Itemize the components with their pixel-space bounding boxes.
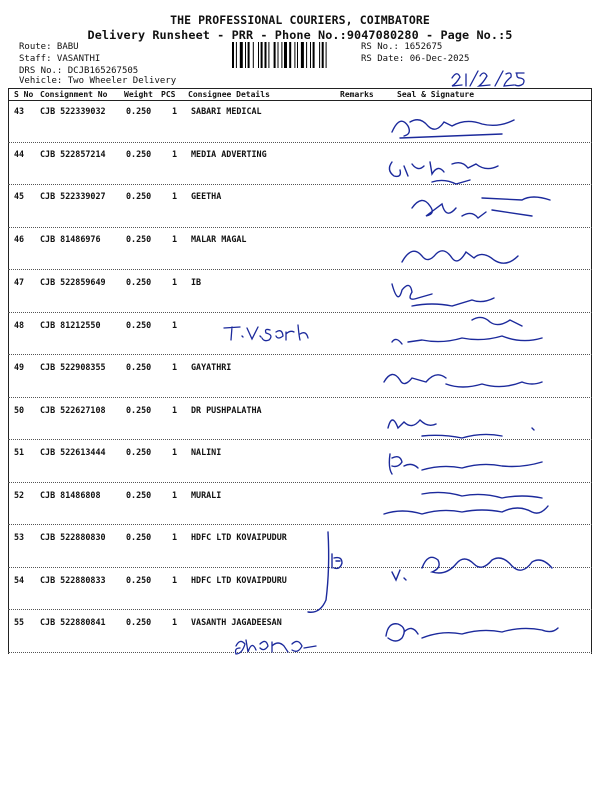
row-sno: 47: [14, 277, 25, 287]
bracket-ink: [306, 528, 348, 618]
row-consignee: GEETHA: [191, 191, 222, 201]
handwritten-signature: [382, 152, 572, 192]
row-sno: 49: [14, 362, 25, 372]
barcode-bar: [310, 42, 311, 68]
barcode-bar: [236, 42, 237, 68]
barcode-bar: [297, 42, 298, 68]
barcode-bar: [248, 42, 250, 68]
handwritten-signature: [382, 486, 572, 526]
row-consignment-no: CJB 81486808: [40, 490, 101, 500]
table-left-border: [8, 88, 9, 654]
barcode-bar: [284, 42, 287, 68]
row-consignment-no: CJB 522339027: [40, 191, 106, 201]
table-top-border: [8, 88, 592, 89]
handwritten-signature: [382, 448, 572, 488]
row-weight: 0.250: [126, 405, 152, 415]
handwritten-signature: [382, 410, 572, 450]
signature-stroke: [384, 492, 548, 514]
row-weight: 0.250: [126, 106, 152, 116]
handwritten-signature: [382, 112, 572, 152]
signature-stroke: [412, 197, 550, 218]
signature-stroke: [384, 374, 542, 387]
row-consignee: HDFC LTD KOVAIPUDUR: [191, 532, 287, 542]
row-sno: 48: [14, 320, 25, 330]
barcode-bar: [261, 42, 263, 68]
barcode-bar: [274, 42, 276, 68]
runsheet-subtitle: Delivery Runsheet - PRR - Phone No.:9047080280 - Page No.:5: [87, 28, 513, 42]
row-weight: 0.250: [126, 149, 152, 159]
handwritten-signature: [382, 364, 572, 404]
barcode-bar: [301, 42, 304, 68]
handwritten-signature: [382, 190, 572, 230]
row-pcs: 1: [172, 532, 178, 542]
row-consignee: GAYATHRI: [191, 362, 232, 372]
barcode-bar: [278, 42, 279, 68]
row-sno: 50: [14, 405, 25, 415]
row-weight: 0.250: [126, 490, 152, 500]
row-pcs: 1: [172, 490, 178, 500]
signature-stroke: [392, 120, 514, 138]
row-consignee: VASANTH JAGADEESAN: [191, 617, 282, 627]
barcode-bar: [265, 42, 267, 68]
row-weight: 0.250: [126, 362, 152, 372]
barcode-bar: [326, 42, 327, 68]
row-consignee: MURALI: [191, 490, 222, 500]
row-pcs: 1: [172, 191, 178, 201]
row-pcs: 1: [172, 320, 178, 330]
row-consignment-no: CJB 522880830: [40, 532, 106, 542]
row48-handwritten-consignee: [222, 322, 326, 350]
row-consignment-no: CJB 522627108: [40, 405, 106, 415]
barcode-bar: [240, 42, 243, 68]
row-weight: 0.250: [126, 191, 152, 201]
row-consignment-no: CJB 522613444: [40, 447, 106, 457]
row-divider: [8, 609, 592, 610]
row-consignee: MALAR MAGAL: [191, 234, 247, 244]
row-consignment-no: CJB 522880841: [40, 617, 106, 627]
barcode-bar: [313, 42, 315, 68]
barcode-bar: [258, 42, 259, 68]
handwritten-signature: [382, 238, 572, 278]
row-weight: 0.250: [126, 234, 152, 244]
handwritten-signature: [382, 276, 572, 316]
barcode-bar: [253, 42, 254, 68]
row-consignment-no: CJB 522339032: [40, 106, 106, 116]
row-sno: 43: [14, 106, 25, 116]
row-sno: 52: [14, 490, 25, 500]
signature-stroke: [392, 317, 542, 344]
drs-number: DRS No.: DCJB165267505: [19, 66, 139, 76]
row-consignment-no: CJB 81212550: [40, 320, 101, 330]
handwritten-date-ink: [448, 68, 532, 90]
table-right-border: [591, 88, 592, 654]
barcode-bar: [294, 42, 295, 68]
row-sno: 45: [14, 191, 25, 201]
header-consignee: Consignee Details: [188, 90, 270, 99]
row-pcs: 1: [172, 149, 178, 159]
handwritten-note-ink: [232, 632, 324, 660]
row-consignee: SABARI MEDICAL: [191, 106, 262, 116]
barcode-bar: [268, 42, 269, 68]
row-pcs: 1: [172, 447, 178, 457]
row-sno: 44: [14, 149, 25, 159]
row-sno: 53: [14, 532, 25, 542]
row-weight: 0.250: [126, 277, 152, 287]
row-consignment-no: CJB 522857214: [40, 149, 106, 159]
staff-label: Staff: VASANTHI: [19, 54, 101, 64]
row-pcs: 1: [172, 234, 178, 244]
barcode-bar: [306, 42, 307, 68]
handwritten-consignee-ink: [222, 322, 326, 346]
handwritten-signature: [382, 314, 572, 354]
signature-stroke: [389, 454, 542, 474]
header-remarks: Remarks: [340, 90, 374, 99]
handwritten-signature: [382, 614, 572, 654]
row-consignee: NALINI: [191, 447, 222, 457]
signature-stroke: [389, 162, 498, 184]
signature-stroke: [386, 624, 558, 641]
header-consignment: Consignment No: [40, 90, 108, 99]
header-pcs: PCS: [161, 90, 176, 99]
signature-stroke: [392, 557, 552, 580]
row-consignment-no: CJB 522859649: [40, 277, 106, 287]
row-pcs: 1: [172, 575, 178, 585]
table-header-divider: [8, 100, 592, 101]
header-seal-signature: Seal & Signature: [397, 90, 475, 99]
header-sno: S No: [14, 90, 34, 99]
route-label: Route: BABU: [19, 42, 79, 52]
row-weight: 0.250: [126, 617, 152, 627]
header-weight: Weight: [124, 90, 153, 99]
row-consignment-no: CJB 522880833: [40, 575, 106, 585]
handwritten-signature: [382, 546, 572, 586]
row-divider: [8, 354, 592, 355]
row-weight: 0.250: [126, 575, 152, 585]
rs-number: RS No.: 1652675: [361, 42, 443, 52]
row-weight: 0.250: [126, 447, 152, 457]
row-sno: 55: [14, 617, 25, 627]
company-title: THE PROFESSIONAL COURIERS, COIMBATORE: [170, 13, 430, 27]
row-consignee: DR PUSHPALATHA: [191, 405, 262, 415]
barcode-bar: [245, 42, 246, 68]
row55-handwritten-note: [232, 632, 324, 664]
row-consignee: IB: [191, 277, 202, 287]
barcode-bar: [232, 42, 234, 68]
barcode-image: [231, 42, 357, 68]
row-pcs: 1: [172, 277, 178, 287]
signature-stroke: [388, 420, 534, 438]
row-weight: 0.250: [126, 320, 152, 330]
rs-date: RS Date: 06-Dec-2025: [361, 54, 470, 64]
signature-stroke: [392, 284, 494, 306]
row-pcs: 1: [172, 617, 178, 627]
hdfc-bracket-mark: [306, 528, 348, 622]
row-consignment-no: CJB 81486976: [40, 234, 101, 244]
barcode-bar: [319, 42, 320, 68]
barcode-bar: [289, 42, 291, 68]
row-weight: 0.250: [126, 532, 152, 542]
row-consignee: HDFC LTD KOVAIPDURU: [191, 575, 287, 585]
vehicle-label: Vehicle: Two Wheeler Delivery: [19, 76, 177, 86]
signature-stroke: [402, 251, 518, 263]
row-pcs: 1: [172, 362, 178, 372]
row-sno: 46: [14, 234, 25, 244]
row-pcs: 1: [172, 106, 178, 116]
row-sno: 54: [14, 575, 25, 585]
row-sno: 51: [14, 447, 25, 457]
barcode-bar: [281, 42, 282, 68]
row-consignee: MEDIA ADVERTING: [191, 149, 267, 159]
barcode-bar: [322, 42, 324, 68]
row-consignment-no: CJB 522908355: [40, 362, 106, 372]
row-pcs: 1: [172, 405, 178, 415]
